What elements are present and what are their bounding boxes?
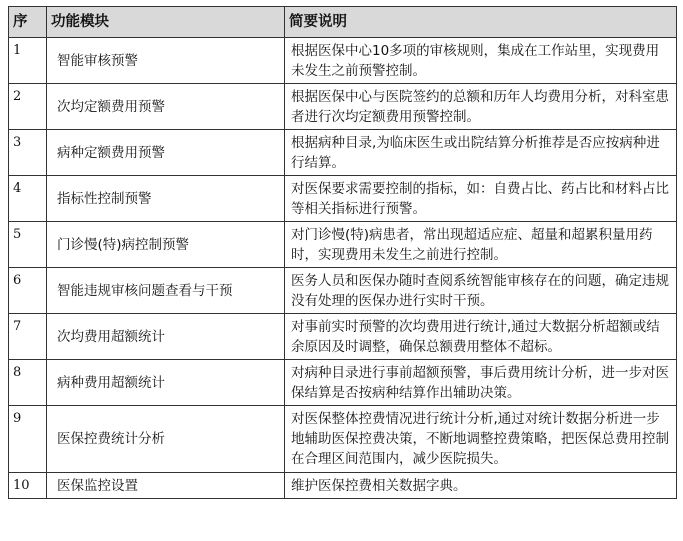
row-description: 维护医保控费相关数据字典。 — [285, 473, 677, 499]
row-description: 对医保要求需要控制的指标，如：自费占比、药占比和材料占比等相关指标进行预警。 — [285, 176, 677, 222]
table-row — [9, 360, 677, 406]
row-module: 医保控费统计分析 — [47, 406, 285, 473]
header-description: 简要说明 — [285, 7, 677, 38]
table-body — [9, 38, 677, 499]
module-table — [8, 6, 677, 499]
row-num: 9 — [9, 406, 47, 473]
table-row — [9, 314, 677, 360]
row-module: 病种定额费用预警 — [47, 130, 285, 176]
row-num: 8 — [9, 360, 47, 406]
row-description: 根据病种目录,为临床医生或出院结算分析推荐是否应按病种进行结算。 — [285, 130, 677, 176]
table-header — [9, 7, 677, 38]
row-description: 根据医保中心10多项的审核规则，集成在工作站里，实现费用未发生之前预警控制。 — [285, 38, 677, 84]
row-description: 根据医保中心与医院签约的总额和历年人均费用分析，对科室患者进行次均定额费用预警控制。 — [285, 84, 677, 130]
row-num: 7 — [9, 314, 47, 360]
table-row — [9, 406, 677, 473]
header-num: 序 — [9, 7, 47, 38]
row-description: 对医保整体控费情况进行统计分析,通过对统计数据分析进一步地辅助医保控费决策，不断地调整控费策略，把医保总费用控制在合理区间范围内，减少医院损失。 — [285, 406, 677, 473]
row-module: 次均费用超额统计 — [47, 314, 285, 360]
table-row — [9, 268, 677, 314]
table-row — [9, 84, 677, 130]
table-row — [9, 176, 677, 222]
row-module: 次均定额费用预警 — [47, 84, 285, 130]
row-num: 4 — [9, 176, 47, 222]
row-num: 5 — [9, 222, 47, 268]
header-module: 功能模块 — [47, 7, 285, 38]
row-description: 医务人员和医保办随时查阅系统智能审核存在的问题，确定违规没有处理的医保办进行实时干预。 — [285, 268, 677, 314]
row-num: 6 — [9, 268, 47, 314]
row-module: 指标性控制预警 — [47, 176, 285, 222]
table-row — [9, 38, 677, 84]
module-table-container — [8, 6, 676, 499]
table-row — [9, 222, 677, 268]
row-module: 病种费用超额统计 — [47, 360, 285, 406]
row-num: 1 — [9, 38, 47, 84]
table-row — [9, 130, 677, 176]
row-module: 门诊慢(特)病控制预警 — [47, 222, 285, 268]
row-num: 3 — [9, 130, 47, 176]
row-description: 对病种目录进行事前超额预警，事后费用统计分析，进一步对医保结算是否按病种结算作出辅助决策。 — [285, 360, 677, 406]
row-description: 对事前实时预警的次均费用进行统计,通过大数据分析超额或结余原因及时调整，确保总额费用整体不超标。 — [285, 314, 677, 360]
header-row — [9, 7, 677, 38]
row-module: 医保监控设置 — [47, 473, 285, 499]
row-module: 智能违规审核问题查看与干预 — [47, 268, 285, 314]
row-module: 智能审核预警 — [47, 38, 285, 84]
table-row — [9, 473, 677, 499]
row-num: 10 — [9, 473, 47, 499]
row-num: 2 — [9, 84, 47, 130]
row-description: 对门诊慢(特)病患者，常出现超适应症、超量和超累积量用药时，实现费用未发生之前进行控制。 — [285, 222, 677, 268]
